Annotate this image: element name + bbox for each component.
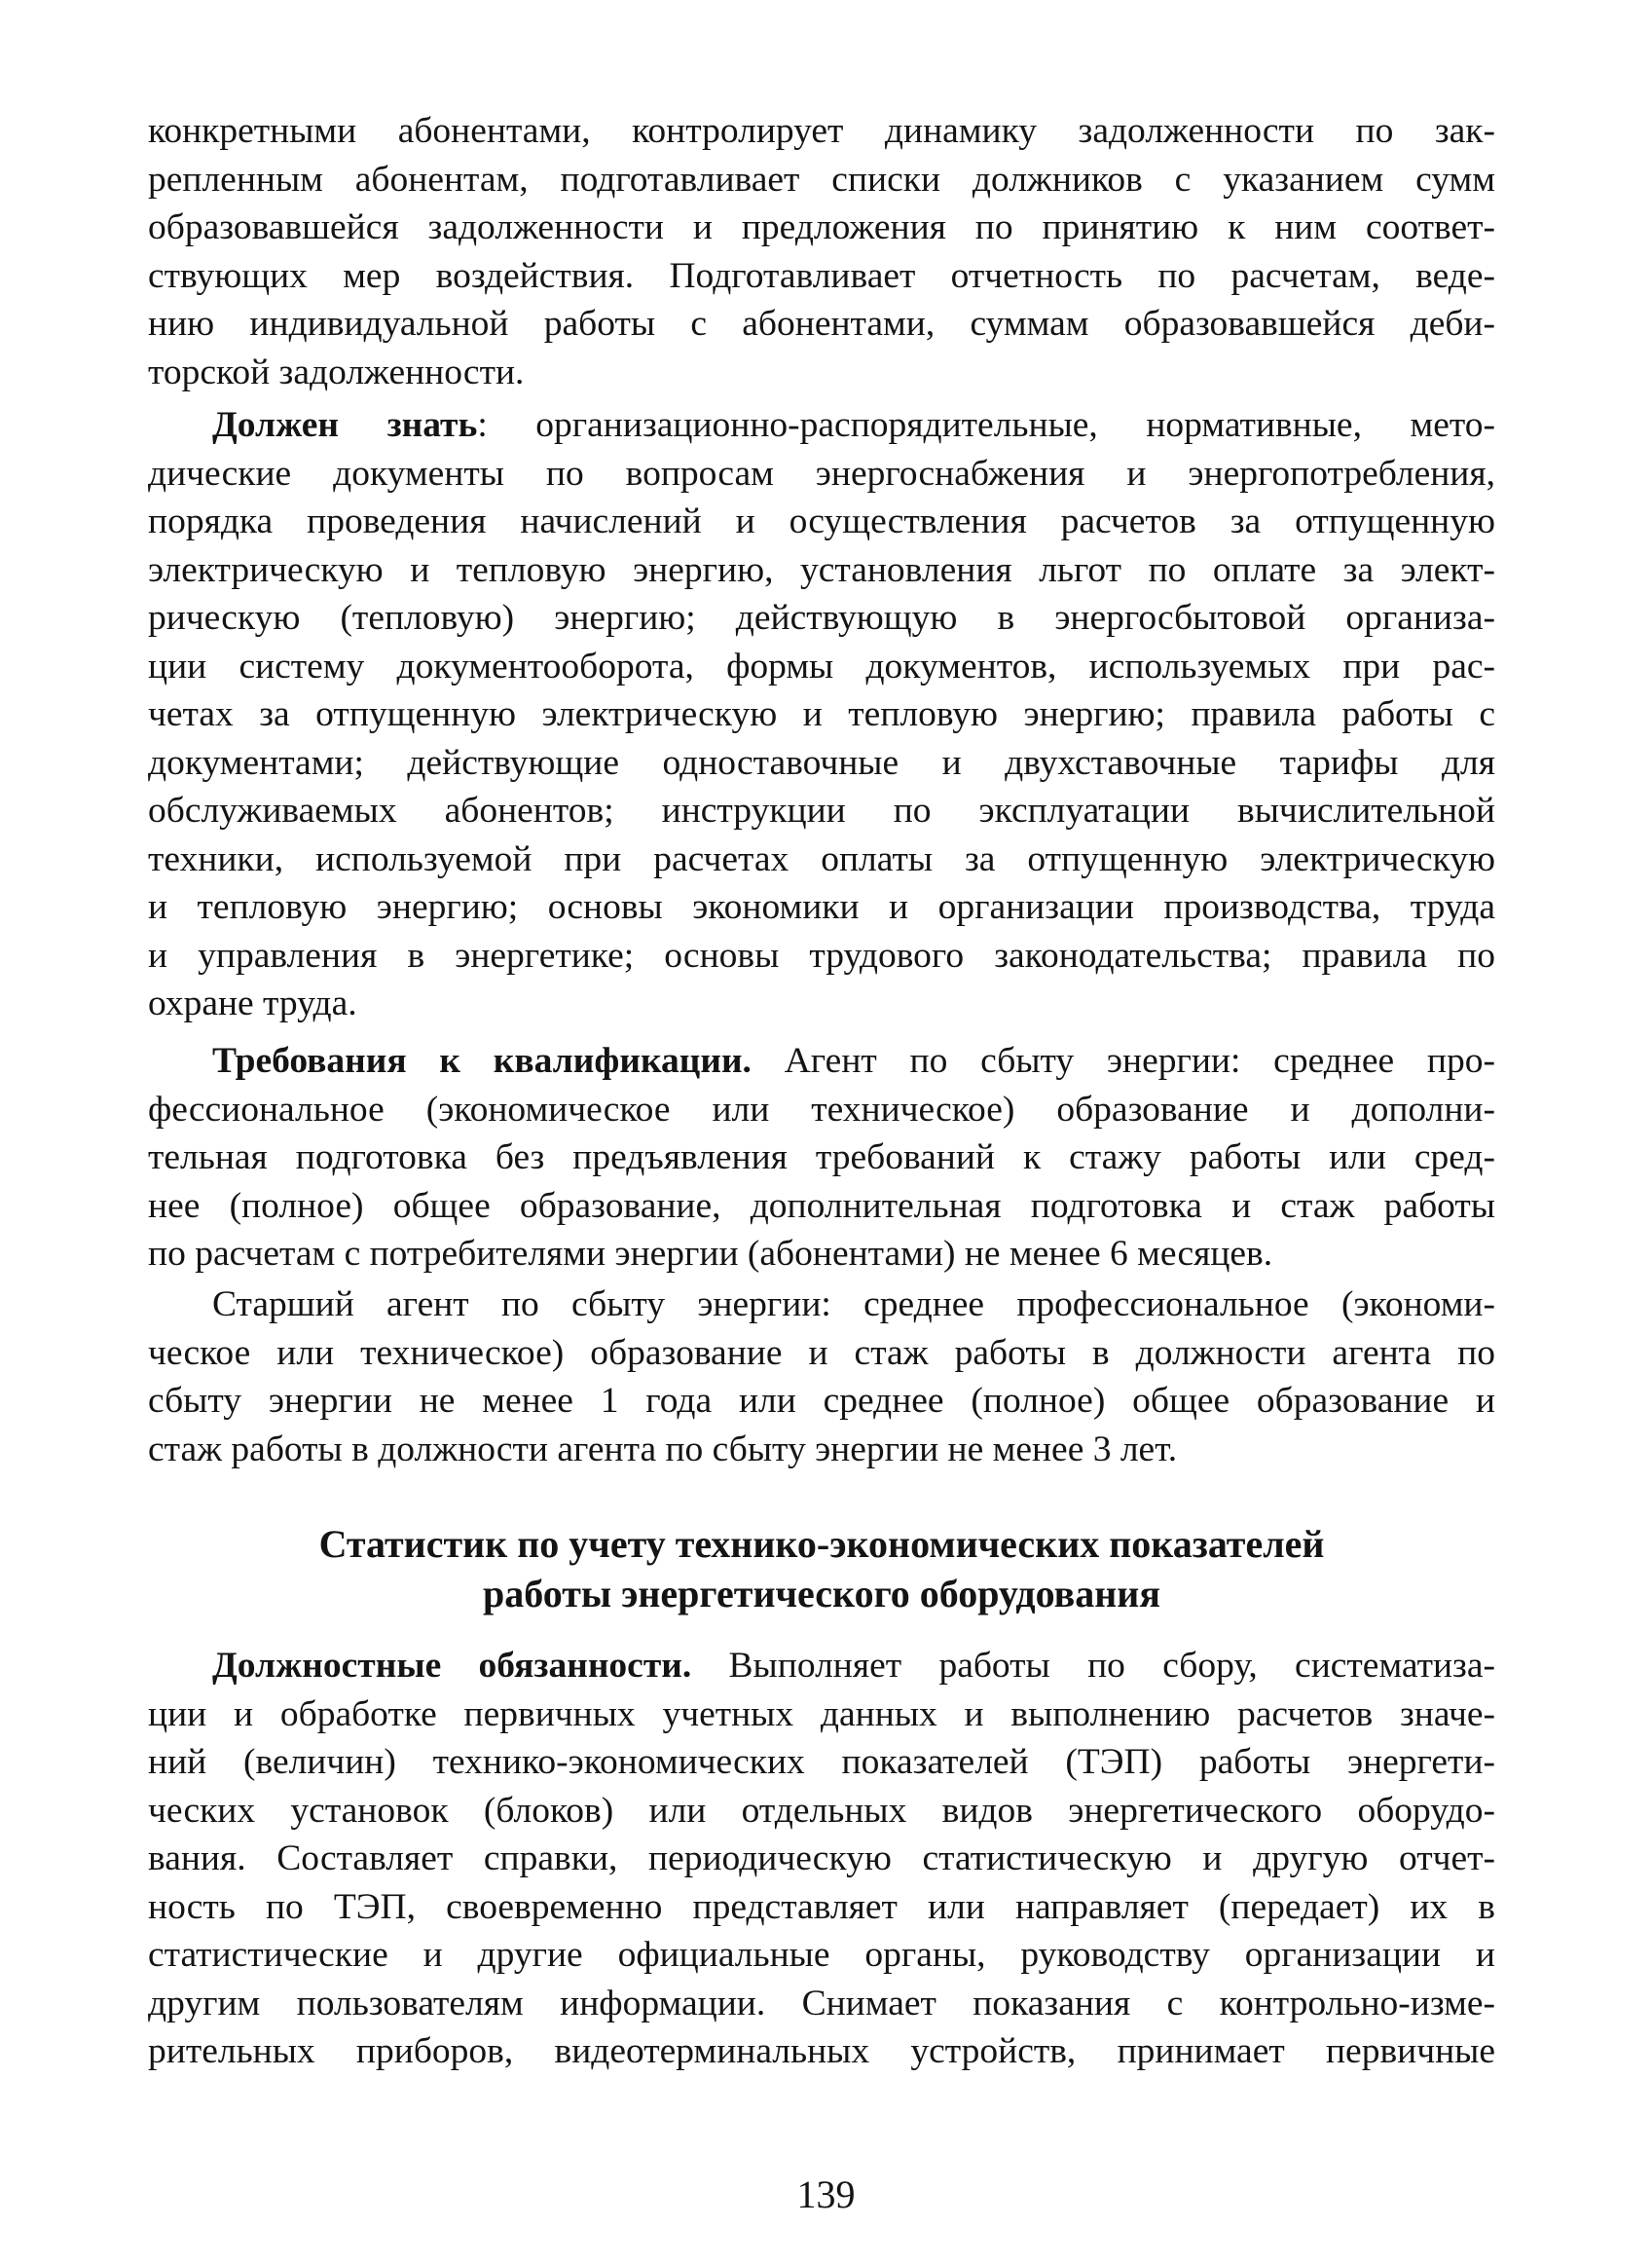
text-line: дические документы по вопросам энергоснабжения и энергопотребления,: [148, 453, 1495, 494]
text-line: нию индивидуальной работы с абонентами, суммам образовавшейся деби-: [148, 304, 1495, 344]
paragraph-knowledge: [148, 401, 1495, 1028]
text-line: стаж работы в должности агента по сбыту энергии не менее 3 лет.: [148, 1429, 1178, 1469]
text-line: образовавшейся задолженности и предложения по принятию к ним соответ-: [148, 207, 1495, 247]
text-line: документами; действующие одноставочные и двухставочные тарифы для: [148, 742, 1495, 783]
text-line: [148, 401, 1495, 450]
text-line: статистические и другие официальные органы, руководству организации и: [148, 1935, 1495, 1975]
text-line: ции и обработке первичных учетных данных и выполнению расчетов значе-: [148, 1693, 1495, 1734]
text-line: и управления в энергетике; основы трудового законодательства; правила по: [148, 935, 1495, 976]
text-line: рительных приборов, видеотерминальных устройств, принимает первичные: [148, 2031, 1495, 2071]
text-line: ствующих мер воздействия. Подготавливает отчетность по расчетам, веде-: [148, 255, 1495, 296]
text-line: конкретными абонентами, контролирует динамику задолженности по зак-: [148, 111, 1495, 151]
text-run: Агент по сбыту энергии: среднее про-: [751, 1041, 1495, 1081]
text-line: вания. Составляет справки, периодическую статистическую и другую отчет-: [148, 1838, 1495, 1878]
text-line: ческое или техническое) образование и стаж работы в должности агента по: [148, 1332, 1495, 1373]
paragraph-senior-agent: [148, 1280, 1495, 1473]
text-line: электрическую и тепловую энергию, установления льгот по оплате за элект-: [148, 549, 1495, 590]
paragraph-lead: Должен знать: [212, 405, 478, 445]
text-run: Выполняет работы по сбору, систематиза-: [691, 1646, 1495, 1686]
text-line: сбыту энергии не менее 1 года или среднее (полное) общее образование и: [148, 1381, 1495, 1421]
text-line: другим пользователям информации. Снимает показания с контрольно-изме-: [148, 1983, 1495, 2023]
text-line: [148, 1642, 1495, 1690]
text-line: обслуживаемых абонентов; инструкции по эксплуатации вычислительной: [148, 791, 1495, 831]
text-line: и тепловую энергию; основы экономики и организации производства, труда: [148, 887, 1495, 927]
page-number: 139: [796, 2172, 856, 2216]
paragraph-lead: Должностные обязанности.: [212, 1646, 692, 1686]
text-line: нее (полное) общее образование, дополнительная подготовка и стаж работы: [148, 1185, 1495, 1226]
paragraph-lead: Требования к квалификации.: [212, 1041, 752, 1081]
text-line: торской задолженности.: [148, 352, 525, 392]
text-line: [148, 1037, 1495, 1086]
section-heading-line: Статистик по учету технико-экономических показателей: [318, 1522, 1325, 1566]
text-line: ний (величин) технико-экономических показателей (ТЭП) работы энергети-: [148, 1742, 1495, 1782]
text-line: четах за отпущенную электрическую и тепловую энергию; правила работы с: [148, 694, 1495, 734]
section-heading: [148, 1519, 1495, 1618]
text-line: ции систему документооборота, формы документов, используемых при рас-: [148, 646, 1495, 687]
text-run: : организационно-распорядительные, нормативные, мето-: [477, 405, 1495, 445]
text-line: охране труда.: [148, 984, 357, 1023]
paragraph-qualification: [148, 1037, 1495, 1279]
text-line: порядка проведения начислений и осуществления расчетов за отпущенную: [148, 501, 1495, 541]
text-line: Старший агент по сбыту энергии: среднее профессиональное (экономи-: [212, 1284, 1495, 1324]
text-line: ческих установок (блоков) или отдельных видов энергетического оборудо-: [148, 1790, 1495, 1831]
text-line: фессиональное (экономическое или техническое) образование и дополни-: [148, 1089, 1495, 1130]
text-line: ность по ТЭП, своевременно представляет или направляет (передает) их в: [148, 1886, 1495, 1927]
text-line: рическую (тепловую) энергию; действующую в энергосбытовой организа-: [148, 598, 1495, 638]
section-heading-line: работы энергетического оборудования: [483, 1572, 1160, 1615]
text-line: техники, используемой при расчетах оплаты за отпущенную электрическую: [148, 838, 1495, 879]
paragraph-continuation: [148, 107, 1495, 396]
text-line: тельная подготовка без предъявления требований к стажу работы или сред-: [148, 1137, 1495, 1177]
text-line: по расчетам с потребителями энергии (абонентами) не менее 6 месяцев.: [148, 1234, 1273, 1274]
paragraph-duties: [148, 1642, 1495, 2076]
text-line: репленным абонентам, подготавливает списки должников с указанием сумм: [148, 159, 1495, 200]
